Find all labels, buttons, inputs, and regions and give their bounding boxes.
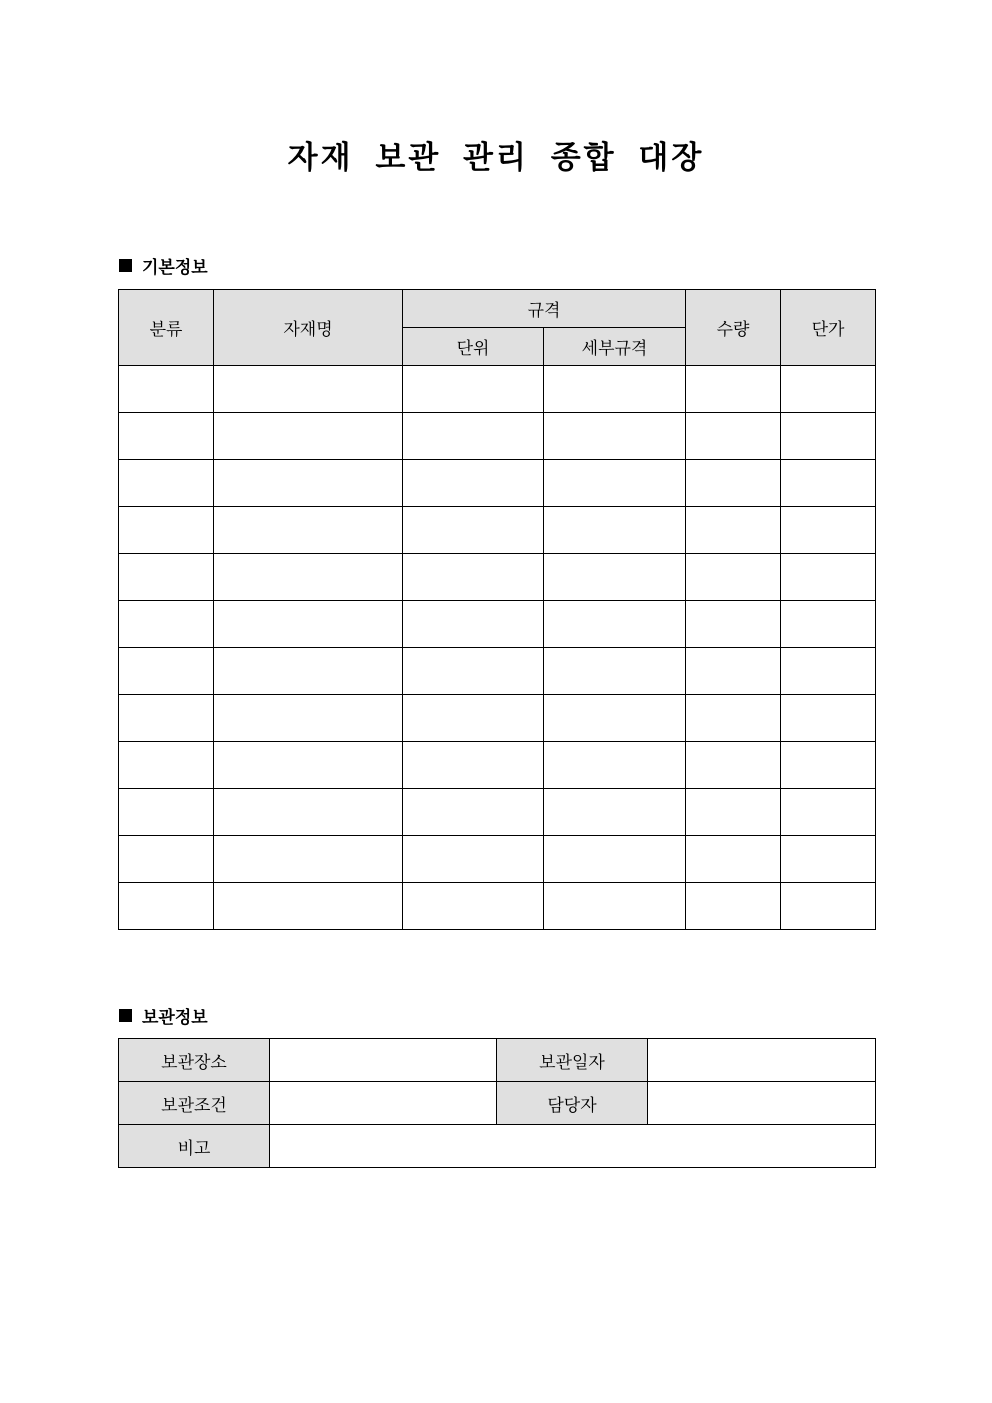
- cell-unit-price[interactable]: [781, 460, 876, 507]
- cell-unit[interactable]: [403, 883, 544, 930]
- header-unit: 단위: [403, 328, 544, 366]
- cell-detail-spec[interactable]: [544, 460, 686, 507]
- cell-quantity[interactable]: [686, 742, 781, 789]
- cell-category[interactable]: [119, 601, 214, 648]
- cell-unit-price[interactable]: [781, 695, 876, 742]
- table-row: [119, 366, 876, 413]
- table-row: [119, 413, 876, 460]
- cell-unit[interactable]: [403, 648, 544, 695]
- cell-unit[interactable]: [403, 413, 544, 460]
- table-row: [119, 601, 876, 648]
- cell-category[interactable]: [119, 836, 214, 883]
- cell-unit[interactable]: [403, 507, 544, 554]
- cell-detail-spec[interactable]: [544, 554, 686, 601]
- storage-condition-value[interactable]: [270, 1082, 497, 1125]
- storage-info-table: [118, 1038, 876, 1168]
- document-title: 자재 보관 관리 종합 대장: [287, 140, 705, 176]
- cell-detail-spec[interactable]: [544, 648, 686, 695]
- header-detail-spec: 세부규격: [544, 328, 686, 366]
- basic-info-heading-label: 기본정보: [142, 258, 208, 278]
- basic-info-rows: [119, 366, 876, 930]
- cell-material-name[interactable]: [214, 695, 403, 742]
- cell-unit[interactable]: [403, 695, 544, 742]
- header-material-name: 자재명: [214, 290, 403, 366]
- cell-quantity[interactable]: [686, 507, 781, 554]
- cell-unit-price[interactable]: [781, 883, 876, 930]
- storage-date-value[interactable]: [648, 1039, 876, 1082]
- cell-unit-price[interactable]: [781, 554, 876, 601]
- cell-detail-spec[interactable]: [544, 366, 686, 413]
- cell-unit-price[interactable]: [781, 507, 876, 554]
- cell-detail-spec[interactable]: [544, 836, 686, 883]
- cell-material-name[interactable]: [214, 648, 403, 695]
- cell-detail-spec[interactable]: [544, 601, 686, 648]
- basic-info-table: [118, 289, 876, 930]
- table-row: [119, 836, 876, 883]
- cell-material-name[interactable]: [214, 601, 403, 648]
- cell-unit[interactable]: [403, 836, 544, 883]
- cell-quantity[interactable]: [686, 648, 781, 695]
- cell-quantity[interactable]: [686, 695, 781, 742]
- header-category: 분류: [119, 290, 214, 366]
- storage-info-heading-label: 보관정보: [142, 1008, 208, 1028]
- cell-detail-spec[interactable]: [544, 507, 686, 554]
- cell-quantity[interactable]: [686, 460, 781, 507]
- cell-quantity[interactable]: [686, 836, 781, 883]
- cell-quantity[interactable]: [686, 601, 781, 648]
- manager-label: 담당자: [497, 1082, 648, 1125]
- cell-material-name[interactable]: [214, 742, 403, 789]
- cell-unit[interactable]: [403, 789, 544, 836]
- cell-unit-price[interactable]: [781, 601, 876, 648]
- cell-detail-spec[interactable]: [544, 789, 686, 836]
- cell-material-name[interactable]: [214, 366, 403, 413]
- cell-category[interactable]: [119, 554, 214, 601]
- storage-date-label: 보관일자: [497, 1039, 648, 1082]
- table-row: [119, 695, 876, 742]
- remarks-label: 비고: [119, 1125, 270, 1168]
- table-row: [119, 460, 876, 507]
- cell-unit[interactable]: [403, 742, 544, 789]
- cell-material-name[interactable]: [214, 789, 403, 836]
- cell-quantity[interactable]: [686, 366, 781, 413]
- square-bullet-icon: [119, 1009, 132, 1022]
- storage-location-value[interactable]: [270, 1039, 497, 1082]
- remarks-value[interactable]: [270, 1125, 876, 1168]
- cell-detail-spec[interactable]: [544, 883, 686, 930]
- cell-unit[interactable]: [403, 601, 544, 648]
- cell-unit-price[interactable]: [781, 648, 876, 695]
- cell-category[interactable]: [119, 883, 214, 930]
- cell-unit-price[interactable]: [781, 413, 876, 460]
- cell-unit-price[interactable]: [781, 366, 876, 413]
- cell-material-name[interactable]: [214, 883, 403, 930]
- cell-quantity[interactable]: [686, 789, 781, 836]
- cell-material-name[interactable]: [214, 460, 403, 507]
- cell-category[interactable]: [119, 507, 214, 554]
- cell-unit[interactable]: [403, 554, 544, 601]
- cell-unit[interactable]: [403, 366, 544, 413]
- basic-info-heading: [119, 253, 208, 278]
- table-row: [119, 507, 876, 554]
- cell-quantity[interactable]: [686, 413, 781, 460]
- storage-location-label: 보관장소: [119, 1039, 270, 1082]
- cell-material-name[interactable]: [214, 836, 403, 883]
- cell-category[interactable]: [119, 742, 214, 789]
- cell-category[interactable]: [119, 648, 214, 695]
- header-quantity: 수량: [686, 290, 781, 366]
- cell-detail-spec[interactable]: [544, 742, 686, 789]
- cell-material-name[interactable]: [214, 554, 403, 601]
- cell-material-name[interactable]: [214, 413, 403, 460]
- table-row: [119, 789, 876, 836]
- cell-detail-spec[interactable]: [544, 695, 686, 742]
- table-row: [119, 742, 876, 789]
- cell-unit-price[interactable]: [781, 789, 876, 836]
- square-bullet-icon: [119, 259, 132, 272]
- manager-value[interactable]: [648, 1082, 876, 1125]
- table-row: [119, 648, 876, 695]
- cell-category[interactable]: [119, 413, 214, 460]
- storage-condition-label: 보관조건: [119, 1082, 270, 1125]
- cell-quantity[interactable]: [686, 554, 781, 601]
- cell-category[interactable]: [119, 695, 214, 742]
- cell-quantity[interactable]: [686, 883, 781, 930]
- table-row: [119, 883, 876, 930]
- cell-category[interactable]: [119, 789, 214, 836]
- cell-unit-price[interactable]: [781, 836, 876, 883]
- table-row: [119, 554, 876, 601]
- cell-category[interactable]: [119, 366, 214, 413]
- cell-detail-spec[interactable]: [544, 413, 686, 460]
- cell-unit-price[interactable]: [781, 742, 876, 789]
- header-unit-price: 단가: [781, 290, 876, 366]
- cell-unit[interactable]: [403, 460, 544, 507]
- cell-material-name[interactable]: [214, 507, 403, 554]
- storage-info-heading: [119, 1003, 208, 1028]
- header-spec: 규격: [403, 290, 686, 328]
- cell-category[interactable]: [119, 460, 214, 507]
